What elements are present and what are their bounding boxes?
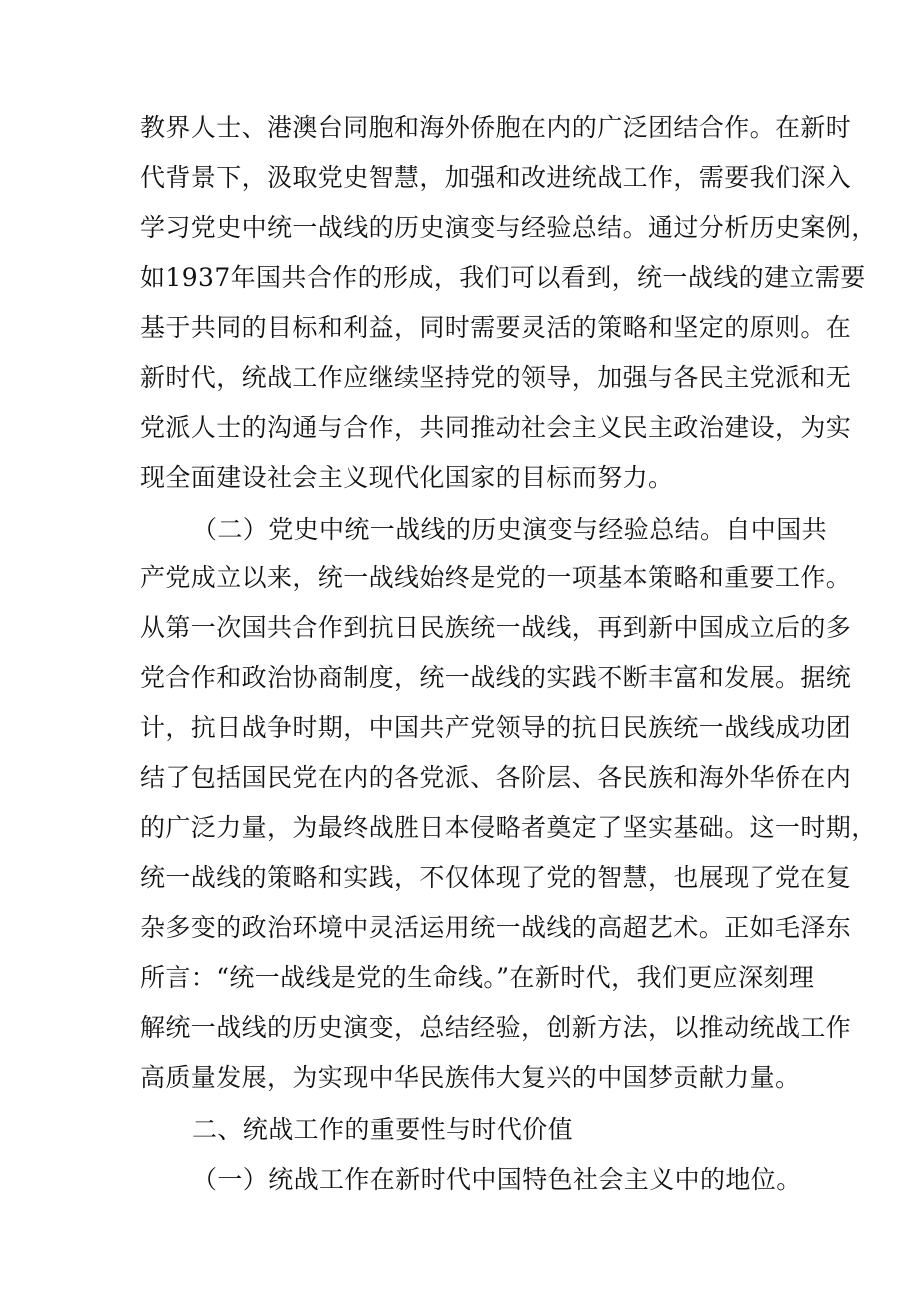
text-line: 所言：“统一战线是党的生命线。”在新时代，我们更应深刻理 — [140, 963, 815, 992]
text-line: 高质量发展，为实现中华民族伟大复兴的中国梦贡献力量。 — [140, 1063, 801, 1092]
text-line: 党派人士的沟通与合作，共同推动社会主义民主政治建设，为实 — [140, 413, 852, 442]
text-line: 教界人士、港澳台同胞和海外侨胞在内的广泛团结合作。在新时 — [140, 113, 852, 142]
text-line: 杂多变的政治环境中灵活运用统一战线的高超艺术。正如毛泽东 — [140, 913, 852, 942]
text-line: 如1937年国共合作的形成，我们可以看到，统一战线的建立需要 — [140, 263, 866, 292]
text-line-indented: （二）党史中统一战线的历史演变与经验总结。自中国共 — [192, 515, 828, 544]
text-line: 解统一战线的历史演变，总结经验，创新方法，以推动统战工作 — [140, 1013, 852, 1042]
text-line: 基于共同的目标和利益，同时需要灵活的策略和坚定的原则。在 — [140, 313, 852, 342]
text-line: 的广泛力量，为最终战胜日本侵略者奠定了坚实基础。这一时期， — [140, 813, 877, 842]
text-line: 计，抗日战争时期，中国共产党领导的抗日民族统一战线成功团 — [140, 713, 852, 742]
text-line: 产党成立以来，统一战线始终是党的一项基本策略和重要工作。 — [140, 563, 852, 592]
text-line: 党合作和政治协商制度，统一战线的实践不断丰富和发展。据统 — [140, 663, 852, 692]
text-line: 新时代，统战工作应继续坚持党的领导，加强与各民主党派和无 — [140, 363, 852, 392]
text-line: 统一战线的策略和实践，不仅体现了党的智慧，也展现了党在复 — [140, 863, 852, 892]
text-line: 现全面建设社会主义现代化国家的目标而努力。 — [140, 463, 674, 492]
subsection-heading: （一）统战工作在新时代中国特色社会主义中的地位。 — [192, 1165, 802, 1194]
text-line: 结了包括国民党在内的各党派、各阶层、各民族和海外华侨在内 — [140, 763, 852, 792]
section-heading: 二、统战工作的重要性与时代价值 — [192, 1115, 574, 1144]
text-line: 学习党史中统一战线的历史演变与经验总结。通过分析历史案例， — [140, 213, 877, 242]
text-line: 代背景下，汲取党史智慧，加强和改进统战工作，需要我们深入 — [140, 163, 852, 192]
text-line: 从第一次国共合作到抗日民族统一战线，再到新中国成立后的多 — [140, 613, 852, 642]
